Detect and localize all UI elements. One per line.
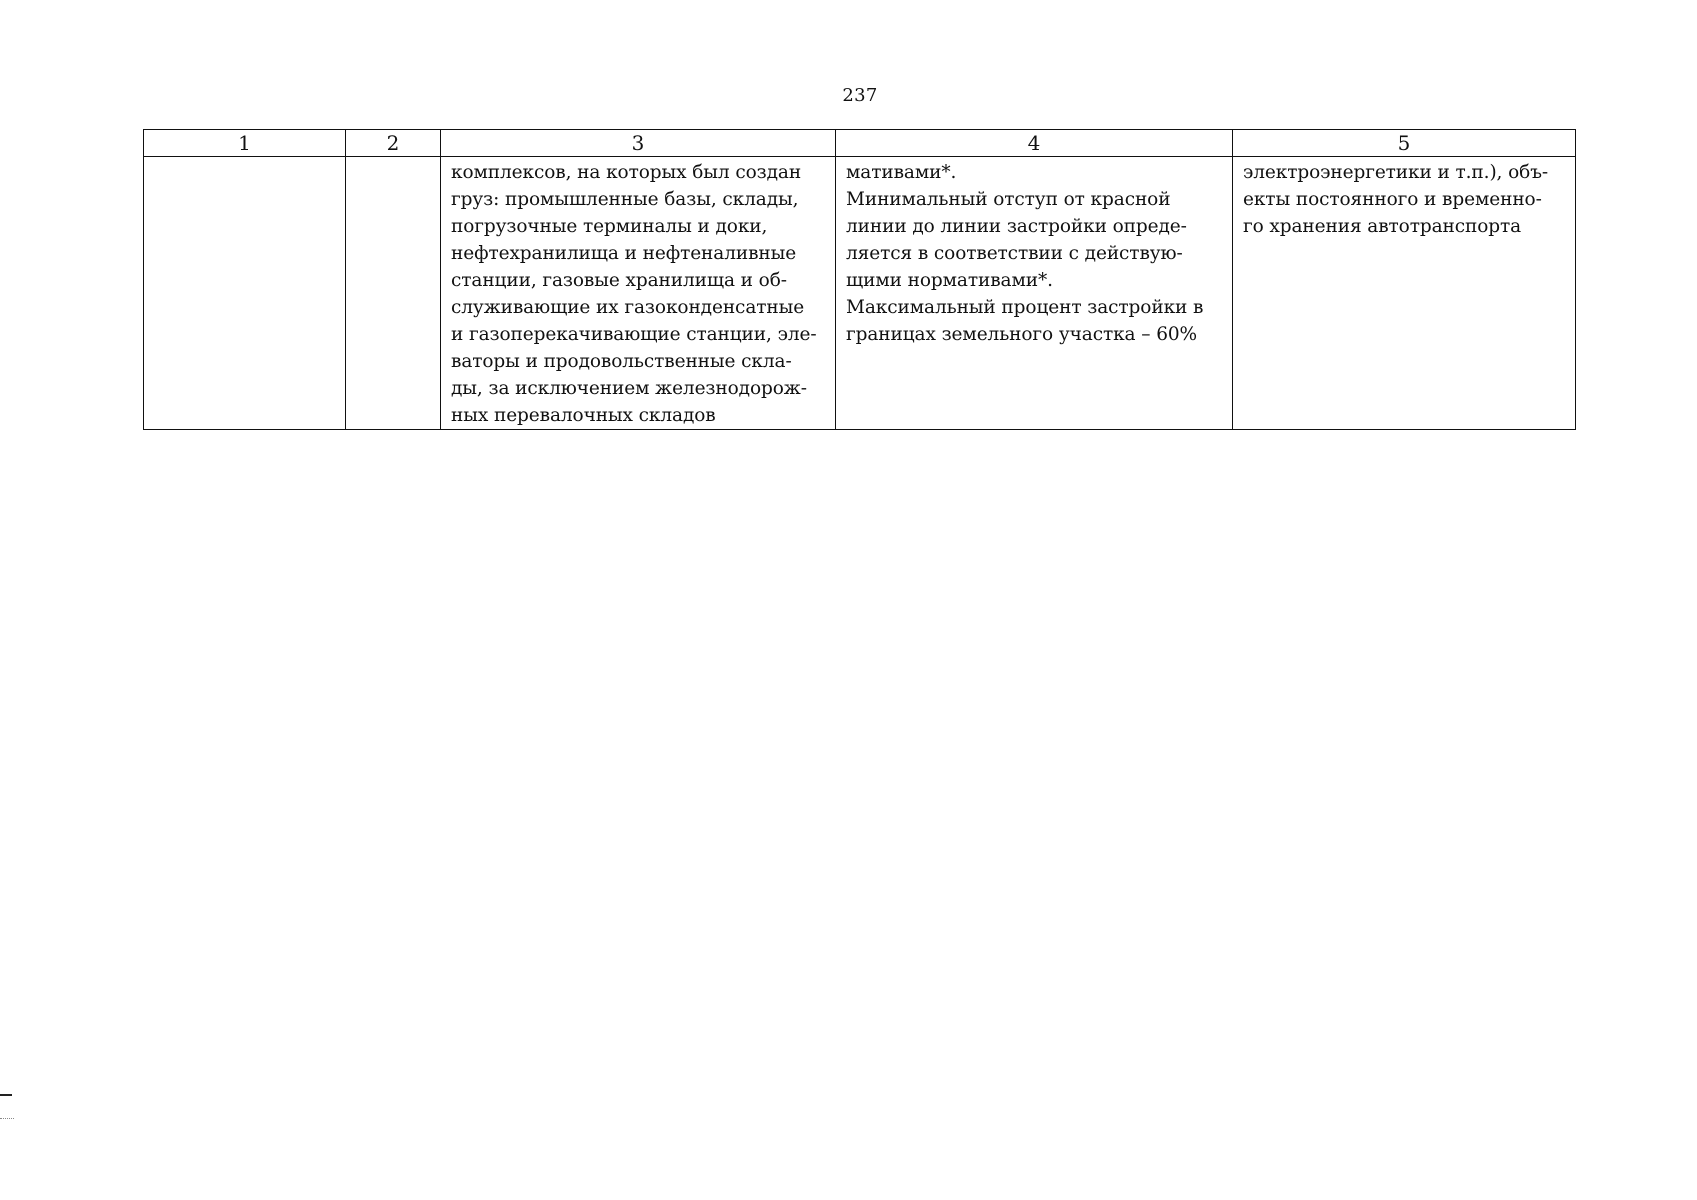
page-number: 237 [842,85,878,106]
column-header-2: 2 [346,130,441,157]
column-header-1: 1 [144,130,346,157]
table-cell-col3 [441,157,836,430]
column-header-3: 3 [441,130,836,157]
table-cell-col4 [836,157,1233,430]
cell-text-col4: мативами*. Минимальный отступ от красной линии до линии застройки опреде- ляется в соответствии с действую- щими нормативами*. Максимальный процент застройки в границах земельного участка – 60% [846,162,1204,345]
column-header-4: 4 [836,130,1233,157]
table-cell-col1 [144,157,346,430]
table-row [144,157,1576,430]
margin-tick-mark [0,1094,12,1096]
cell-text-col5: электроэнергетики и т.п.), объ- екты постоянного и временно- го хранения автотранспорта [1243,162,1549,237]
table-header-row [144,130,1576,157]
column-header-5: 5 [1233,130,1576,157]
cell-text-col1 [144,157,345,159]
cell-text-col2 [346,157,440,159]
table-cell-col2 [346,157,441,430]
document-table [143,129,1576,430]
table-cell-col5 [1233,157,1576,430]
margin-dots [0,1118,14,1120]
cell-text-col3: комплексов, на которых был создан груз: промышленные базы, склады, погрузочные терминалы и доки, нефтехранилища и нефтеналивные станции, газовые хранилища и об- служивающие их газоконденсатные и газоперекачивающие станции, эле- ваторы и продовольственные скла- ды, за исключением железнодорож- ных перевалочных складов [451,162,817,426]
